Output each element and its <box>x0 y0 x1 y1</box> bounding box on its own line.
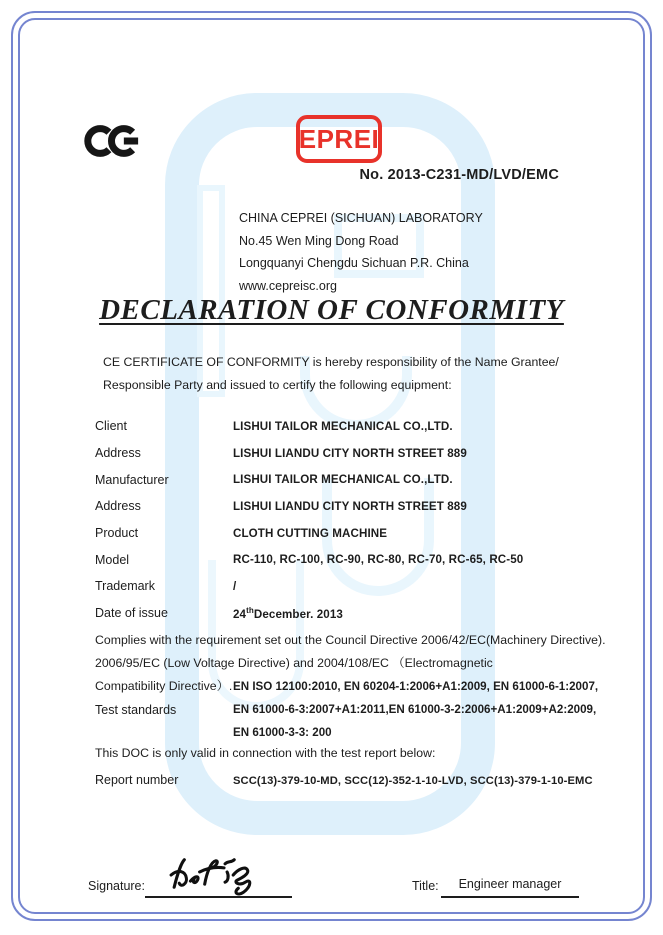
page-title: DECLARATION OF CONFORMITY <box>99 294 564 326</box>
field-value: LISHUI TAILOR MECHANICAL CO.,LTD. <box>233 473 453 487</box>
report-number-label: Report number <box>95 773 179 787</box>
field-row-address2 <box>95 493 585 520</box>
ce-mark-icon <box>84 119 140 163</box>
test-standards-label: Test standards <box>95 703 177 717</box>
title-value: Engineer manager <box>458 877 562 891</box>
intro-line1: CE CERTIFICATE OF CONFORMITY is hereby responsibility of the Name Grantee/ <box>103 355 559 369</box>
test-standards-line3: EN 61000-3-3: 200 <box>233 725 332 739</box>
field-row-model <box>95 546 585 573</box>
lab-address-line2: Longquanyi Chengdu Sichuan P.R. China <box>239 256 469 271</box>
lab-address-line1: No.45 Wen Ming Dong Road <box>239 233 399 248</box>
field-row-trademark <box>95 573 585 600</box>
laboratory-block <box>239 207 483 297</box>
test-standards-line2: EN 61000-6-3:2007+A1:2011,EN 61000-3-2:2006+A1:2009+A2:2009, <box>233 702 597 716</box>
intro-paragraph <box>103 351 559 396</box>
field-value: CLOTH CUTTING MACHINE <box>233 526 388 540</box>
field-row-client <box>95 413 585 440</box>
field-label: Address <box>95 499 141 514</box>
lab-name: CHINA CEPREI (SICHUAN) LABORATORY <box>239 211 483 225</box>
validity-note: This DOC is only valid in connection with the test report below: <box>95 746 436 760</box>
lab-website: www.cepreisc.org <box>239 278 337 293</box>
compliance-line2: 2006/95/EC (Low Voltage Directive) and 2004/108/EC （Electromagnetic <box>95 655 493 670</box>
field-row-date-of-issue <box>95 600 585 627</box>
field-row-product <box>95 520 585 547</box>
field-value: LISHUI LIANDU CITY NORTH STREET 889 <box>233 499 467 513</box>
field-value: 24thDecember. 2013 <box>233 605 343 621</box>
title-underline <box>441 896 579 898</box>
field-value: / <box>233 579 237 593</box>
title-label: Title: <box>412 879 439 893</box>
field-value: RC-110, RC-100, RC-90, RC-80, RC-70, RC-65, RC-50 <box>233 553 524 567</box>
compliance-line1: Complies with the requirement set out the Council Directive 2006/42/EC(Machinery Directive). <box>95 633 606 647</box>
field-value: LISHUI LIANDU CITY NORTH STREET 889 <box>233 446 467 460</box>
signature-scrawl-icon <box>166 850 278 898</box>
field-label: Client <box>95 419 127 434</box>
field-label: Product <box>95 526 139 541</box>
equipment-fields <box>95 413 585 627</box>
eprei-logo <box>296 115 382 163</box>
signature-label: Signature: <box>88 879 145 893</box>
field-row-manufacturer <box>95 466 585 493</box>
test-standards-line1: EN ISO 12100:2010, EN 60204-1:2006+A1:2009, EN 61000-6-1:2007, <box>233 680 599 693</box>
field-value: LISHUI TAILOR MECHANICAL CO.,LTD. <box>233 419 453 433</box>
field-label: Manufacturer <box>95 472 169 487</box>
report-number-value: SCC(13)-379-10-MD, SCC(12)-352-1-10-LVD, SCC(13)-379-1-10-EMC <box>233 775 593 787</box>
field-label: Model <box>95 552 130 567</box>
field-label: Address <box>95 446 141 461</box>
certificate-number: No. 2013-C231-MD/LVD/EMC <box>359 167 559 183</box>
field-label: Trademark <box>95 579 155 594</box>
field-label: Date of issue <box>95 606 168 621</box>
eprei-logo-text: EPREI <box>298 123 380 154</box>
field-row-address <box>95 440 585 467</box>
compliance-line3: Compatibility Directive）. <box>95 678 233 693</box>
intro-line2: Responsible Party and issued to certify the following equipment: <box>103 377 452 392</box>
test-standards-values <box>233 676 598 744</box>
